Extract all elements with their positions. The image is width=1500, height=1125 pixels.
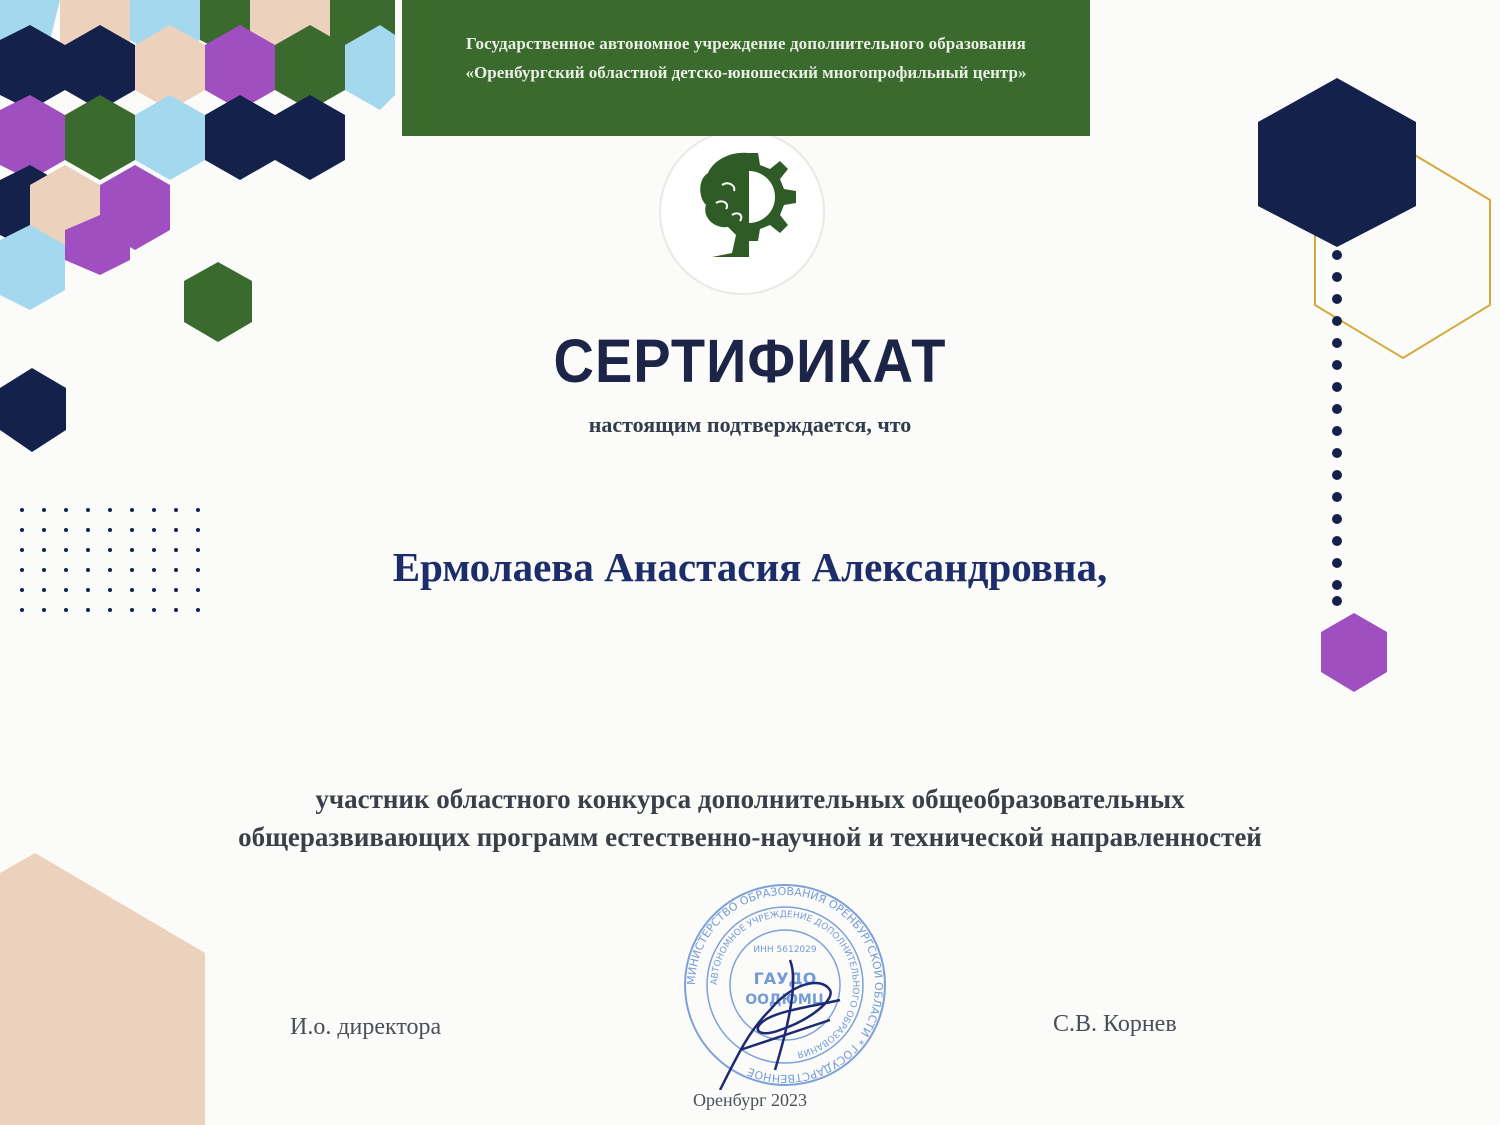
navy-hex-right: [1258, 78, 1416, 247]
signer-position: И.о. директора: [290, 1014, 442, 1040]
header-line-2: «Оренбургский областной детско-юношеский многопрофильный центр»: [465, 63, 1027, 82]
purple-hex-right: [1321, 613, 1387, 692]
navy-hex-left: [0, 368, 66, 452]
svg-text:АВТОНОМНОЕ УЧРЕЖДЕНИЕ ДОПОЛНИТ: АВТОНОМНОЕ УЧРЕЖДЕНИЕ ДОПОЛНИТЕЛЬНОГО ОБРАЗОВАНИЯ: [709, 909, 861, 1059]
place-year: Оренбург 2023: [693, 1090, 807, 1110]
tree-gear-logo-icon: [692, 145, 807, 265]
header-line-1: Государственное автономное учреждение дополнительного образования: [466, 34, 1026, 53]
signer-name: С.В. Корнев: [1053, 1011, 1177, 1037]
svg-text:ГАУДО: ГАУДО: [753, 969, 817, 988]
green-hex: [184, 262, 252, 342]
official-stamp: [680, 880, 890, 1090]
beige-hex-bottom-left: [0, 853, 205, 1125]
certificate-subtitle: настоящим подтверждается, что: [588, 412, 912, 437]
header-band: [402, 0, 1090, 136]
certificate-description: участник областного конкурса дополнительных общеобразовательных общеразвивающих программ естественно-научной и технической направленностей: [238, 784, 1262, 852]
svg-text:ИНН 5612029: ИНН 5612029: [753, 945, 817, 955]
certificate-title: СЕРТИФИКАТ: [553, 325, 947, 396]
svg-text:ООДЮМЦ: ООДЮМЦ: [745, 992, 825, 1008]
svg-text:МИНИСТЕРСТВО ОБРАЗОВАНИЯ ОРЕНБ: МИНИСТЕРСТВО ОБРАЗОВАНИЯ ОРЕНБУРГСКОЙ ОБЛАСТИ * ГОСУДАРСТВЕННОЕ: [684, 884, 886, 1086]
recipient-name: Ермолаева Анастасия Александровна,: [392, 544, 1108, 590]
hex-mosaic-top-left: [0, 0, 395, 310]
